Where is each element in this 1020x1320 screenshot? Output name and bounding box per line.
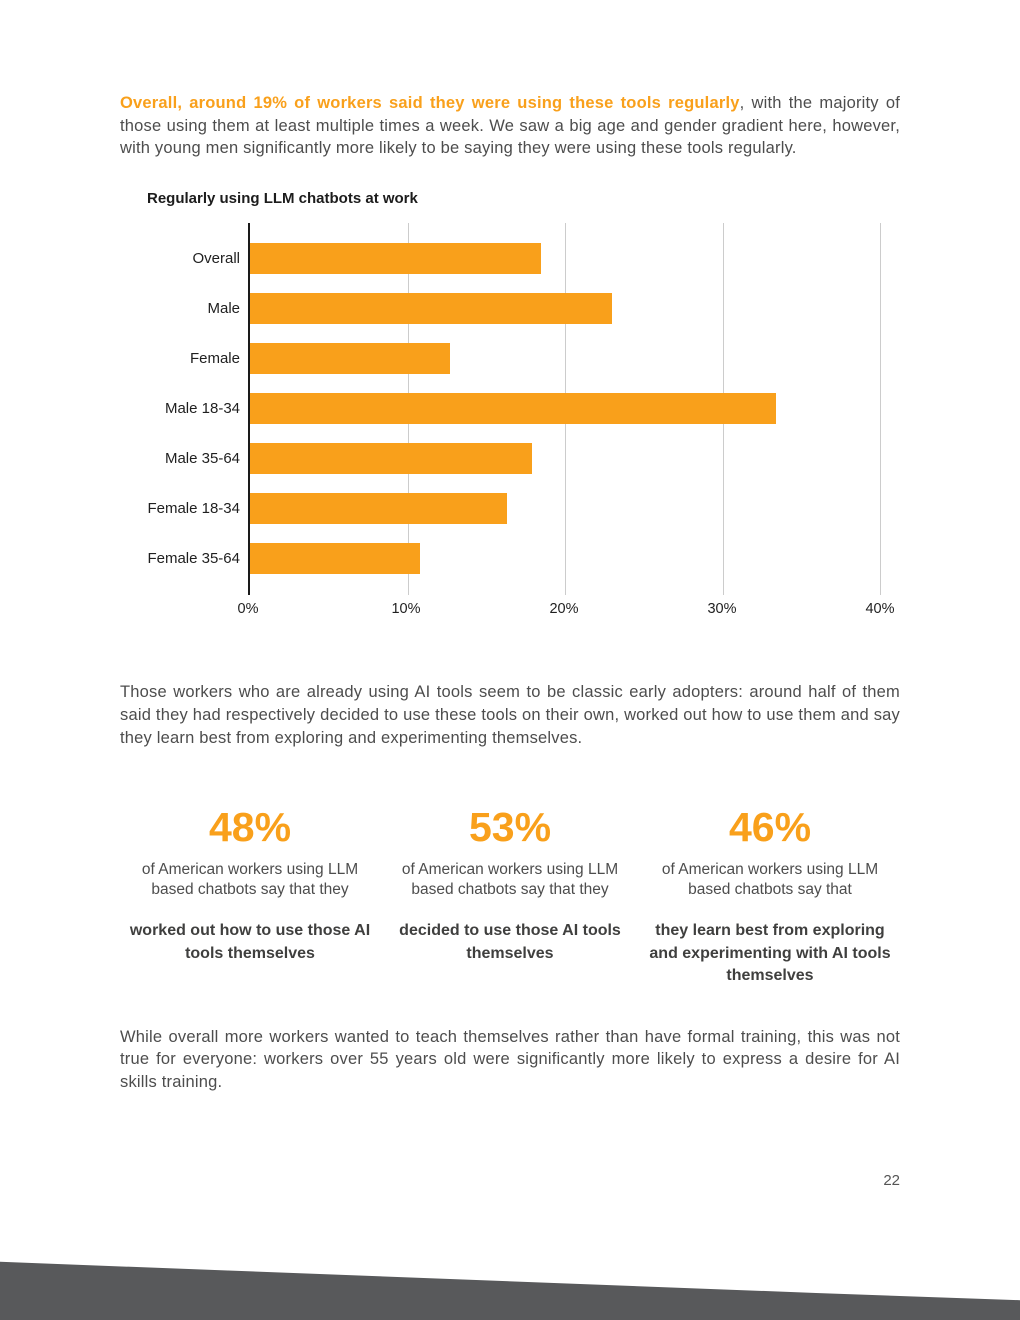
chart-bar [250,393,776,424]
bar-chart [120,190,900,625]
chart-category-label: Female 18-34 [147,499,240,517]
page-number: 22 [883,1171,900,1189]
stat-value: 53% [468,804,552,851]
chart-bar [250,493,507,524]
stat-description: of American workers using LLM based chatbots say that [661,861,879,899]
chart-row [164,433,880,483]
closing-paragraph: While overall more workers wanted to teach themselves rather than have formal training, this was not true for everyone: workers over 55 years old were significantly more likely to express a desire for AI skills training. [120,1027,900,1092]
chart-row [207,283,880,333]
chart-category-label: Male 18-34 [164,399,240,417]
chart-category-label: Male 35-64 [164,449,240,467]
stat-bold-text: worked out how to use those AI tools themselves [129,922,371,962]
chart-bar [250,343,450,374]
stat-description: of American workers using LLM based chatbots say that they [141,861,359,899]
chart-plot [147,223,880,595]
chart-tick-label: 30% [707,601,737,618]
chart-bar [250,543,420,574]
middle-paragraph: Those workers who are already using AI tools seem to be classic early adopters: around half of them said they had respectively decided to use these tools on their own, worked out how to use them and say they learn best from exploring and experimenting themselves. [120,683,900,747]
stat-bold-text: they learn best from exploring and experimenting with AI tools themselves [649,922,891,985]
chart-gridline [880,223,881,595]
chart-row [147,483,880,533]
chart-row [189,333,880,383]
chart-rows [147,233,880,583]
intro-highlight: Overall, around 19% of workers said they were using these tools regularly [120,94,740,112]
chart-tick-label: 40% [865,601,895,618]
chart-row [164,383,880,433]
chart-category-label: Female 35-64 [147,549,240,567]
chart-category-label: Overall [192,249,240,267]
chart-bar [250,243,541,274]
stat-bold-text: decided to use those AI tools themselves [399,922,621,962]
chart-row [192,233,880,283]
chart-title: Regularly using LLM chatbots at work [147,190,418,208]
stat-description: of American workers using LLM based chatbots say that they [401,861,619,899]
stat-value: 46% [728,804,812,851]
chart-tick-label: 20% [549,601,579,618]
stat-column [380,804,640,988]
chart-bar [250,293,612,324]
chart-row [147,533,880,583]
stat-column [120,804,380,988]
chart-category-label: Female [189,349,240,367]
stat-value: 48% [208,804,292,851]
chart-bar [250,443,532,474]
stats-row [120,804,900,988]
chart-x-axis [237,601,895,625]
chart-tick-label: 0% [237,601,259,618]
chart-category-label: Male [207,299,240,317]
intro-rest: , with the majority of those using them at least multiple times a week. We saw a big age and gender gradient here, however, with young men significantly more likely to be saying they were using these tools regularly. [120,94,900,158]
chart-tick-label: 10% [391,601,421,618]
intro-paragraph [120,92,900,160]
stat-column [640,804,900,988]
